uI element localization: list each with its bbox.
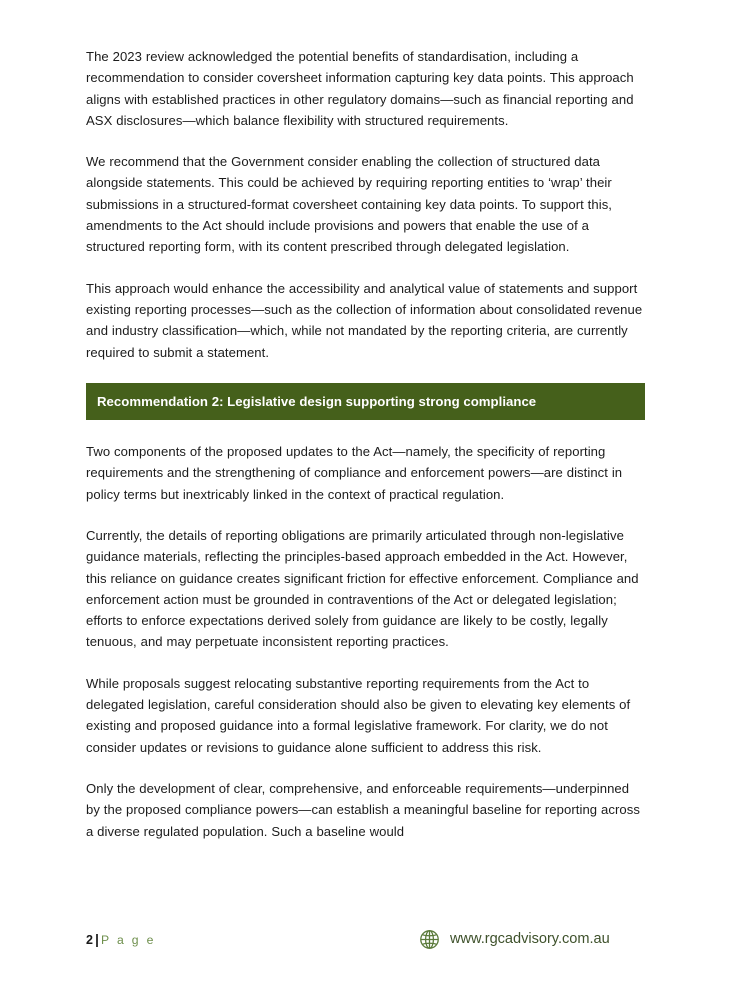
- recommendation-heading-banner: Recommendation 2: Legislative design supporting strong compliance: [86, 383, 645, 420]
- website-block[interactable]: [418, 928, 610, 951]
- paragraph-3: This approach would enhance the accessibility and analytical value of statements and support existing reporting processes—such as the collection of information about consolidated revenue and industry classification—which, while not mandated by the reporting criteria, are currently required to submit a statement.: [86, 280, 643, 360]
- paragraph-4: Two components of the proposed updates to the Act—namely, the specificity of reporting requirements and the strengthening of compliance and enforcement powers—are distinct in policy terms but inextricably linked in the context of practical regulation.: [86, 444, 623, 502]
- page-number: 2: [86, 932, 93, 947]
- paragraph-5: Currently, the details of reporting obligations are primarily articulated through non-legislative guidance materials, reflecting the principles-based approach embedded in the Act. However, this reliance on guidance creates significant friction for effective enforcement. Compliance and enforcement action must be grounded in contraventions of the Act or delegated legislation; efforts to enforce expectations derived solely from guidance are likely to be costly, legally tenuous, and may perpetuate inconsistent reporting practices.: [86, 527, 639, 650]
- paragraph-1: The 2023 review acknowledged the potential benefits of standardisation, including a recommendation to consider coversheet information capturing key data points. This approach aligns with established practices in other regulatory domains—such as financial reporting and ASX disclosures—which balance flexibility with structured requirements.: [86, 49, 634, 128]
- page-word-label: P a g e: [101, 932, 156, 947]
- paragraph-6: While proposals suggest relocating substantive reporting requirements from the Act to delegated legislation, careful consideration should also be given to elevating key elements of existing and proposed guidance into a formal legislative framework. For clarity, we do not consider updates or revisions to guidance alone sufficient to address this risk.: [86, 675, 631, 755]
- globe-icon: [418, 928, 441, 951]
- website-url[interactable]: www.rgcadvisory.com.au: [450, 931, 610, 948]
- paragraph-7: Only the development of clear, comprehensive, and enforceable requirements—underpinned by the proposed compliance powers—can establish a meaningful baseline for reporting across a diverse regulated population. Such a baseline would: [86, 780, 640, 839]
- document-body: [86, 46, 645, 842]
- page-number-block: [86, 931, 156, 949]
- page-footer: [86, 928, 645, 958]
- page-number-separator: [96, 934, 98, 947]
- paragraph-2: We recommend that the Government consider enabling the collection of structured data alongside statements. This could be achieved by requiring reporting entities to ‘wrap’ their submissions in a structured-format coversheet containing key data points. To support this, amendments to the Act should include provisions and powers that enable the use of a structured reporting form, with its content prescribed through delegated legislation.: [86, 154, 613, 255]
